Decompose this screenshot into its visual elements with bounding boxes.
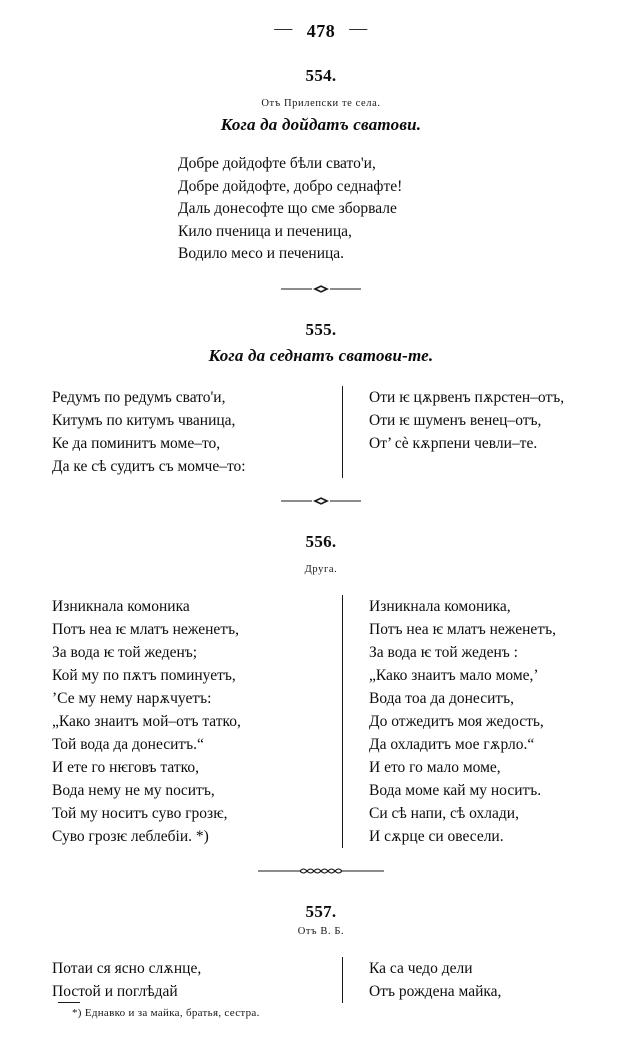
verse-line: Той вода да донеситъ.“ bbox=[52, 735, 204, 753]
verse-line: За вода ѥ той жеденъ; bbox=[52, 643, 198, 661]
page bbox=[0, 18, 642, 1042]
verse-line: Изникнала комоника bbox=[52, 597, 190, 615]
verse-line: Вода нему не му noситъ, bbox=[52, 781, 215, 799]
verse-line: Добре дойдофте, добро седнафте! bbox=[178, 177, 403, 195]
verse-line: Оти ѥ цѫрвенъ пѫрстен–отъ, bbox=[369, 388, 565, 406]
verse-line: Потъ неа ѥ млатъ неженетъ, bbox=[52, 620, 239, 638]
page-header bbox=[0, 18, 642, 42]
verse-line: От’ сѐ кѫрпени чевли–те. bbox=[369, 434, 538, 452]
verse-column-left bbox=[52, 595, 342, 848]
verse-line: Водило месо и печеница. bbox=[178, 245, 345, 262]
verse-line: Да охладитъ мое гѫрло.“ bbox=[369, 735, 535, 753]
verse-column-right bbox=[342, 386, 624, 478]
verse-line: Редумъ по редумъ свато'и, bbox=[52, 388, 226, 406]
verse-column-right bbox=[342, 957, 624, 1003]
song-section-554 bbox=[0, 66, 642, 266]
verse-line: И сѫрце си овесели. bbox=[369, 827, 504, 845]
verse-column-right bbox=[342, 595, 624, 848]
footnote bbox=[0, 1007, 642, 1019]
section-number: 554. bbox=[305, 66, 337, 85]
verse-line: Ке да поминитъ моме–то, bbox=[52, 434, 221, 452]
verse-line: Китумъ по китумъ чваница, bbox=[52, 411, 236, 429]
verse-line: Оти ѥ шуменъ венец–отъ, bbox=[369, 411, 542, 429]
song-section-556 bbox=[0, 532, 642, 848]
verse-line: До отжедитъ моя жедость, bbox=[369, 712, 544, 730]
section-source: Отъ Прилепски те села. bbox=[261, 98, 381, 109]
section-source: Отъ В. Б. bbox=[297, 925, 345, 937]
verse-line: Даль донесофте що сме зборвале bbox=[178, 200, 397, 217]
verse-line: ’Се му нему нарѫчуетъ: bbox=[52, 689, 212, 707]
verse-line: „Како знаитъ мало моме,’ bbox=[369, 666, 539, 684]
verse-line: Ка са чедо дели bbox=[369, 959, 473, 977]
verse-columns bbox=[0, 957, 642, 1003]
ornament-divider bbox=[0, 282, 642, 296]
verse-line: За вода ѥ той жеденъ : bbox=[369, 643, 518, 661]
verse-column-left bbox=[52, 386, 342, 478]
verse-line: Суво грозѥ леблебіи. *) bbox=[52, 827, 209, 845]
verse-line: Вода моме кай му носитъ. bbox=[369, 781, 542, 799]
verse-line: Потаи ся ясно слѫнце, bbox=[52, 959, 202, 977]
verse-line: Отъ рождена майка, bbox=[369, 982, 502, 1000]
song-section-555 bbox=[0, 320, 642, 478]
footnote-separator-rule bbox=[58, 1002, 80, 1003]
verse-line: Си сѣ напи, сѣ охлади, bbox=[369, 804, 519, 822]
verse-line: „Како знаитъ мой–отъ татко, bbox=[52, 712, 241, 730]
ornament-divider bbox=[0, 494, 642, 508]
verse-line: Вода тоа да донеситъ, bbox=[369, 689, 515, 707]
verse-line: Кой му по пѫтъ поминуетъ, bbox=[52, 666, 236, 684]
verse-line: Той му носитъ суво грозѥ, bbox=[52, 804, 228, 822]
section-source: Друга. bbox=[304, 563, 338, 575]
page-header-dash-right: — bbox=[349, 18, 368, 38]
footnote-text: *) Еднавко и за майка, братья, сестра. bbox=[72, 1006, 260, 1019]
ornament-divider-wavy bbox=[0, 864, 642, 878]
section-number: 555. bbox=[305, 319, 337, 339]
page-number: 478 bbox=[306, 21, 336, 41]
verse-line: И ето го мало моме, bbox=[369, 758, 501, 776]
verse-line: Да ке сѣ судитъ съ момче–то: bbox=[52, 457, 246, 475]
section-title: Кога да седнатъ сватови-те. bbox=[208, 345, 434, 365]
verse-line: Кило пченица и печеница, bbox=[178, 222, 352, 240]
verse-block bbox=[164, 153, 478, 266]
verse-line: И ете го нѥговъ татко, bbox=[52, 758, 199, 776]
verse-columns bbox=[0, 386, 642, 478]
verse-line: Изникнала комоника, bbox=[369, 597, 511, 615]
verse-column-left bbox=[52, 957, 342, 1003]
verse-columns bbox=[0, 595, 642, 848]
section-title: Кога да дойдатъ сватови. bbox=[220, 115, 422, 134]
section-number: 557. bbox=[305, 901, 337, 921]
verse-line: Добре дойдофте бѣли свато'и, bbox=[178, 155, 376, 172]
page-header-dash-left: — bbox=[274, 18, 293, 38]
verse-line: Потъ неа ѥ млатъ неженетъ, bbox=[369, 620, 556, 638]
verse-line: Постой и поглѣдай bbox=[52, 982, 178, 1000]
song-section-557 bbox=[0, 902, 642, 1003]
section-number: 556. bbox=[305, 531, 337, 551]
